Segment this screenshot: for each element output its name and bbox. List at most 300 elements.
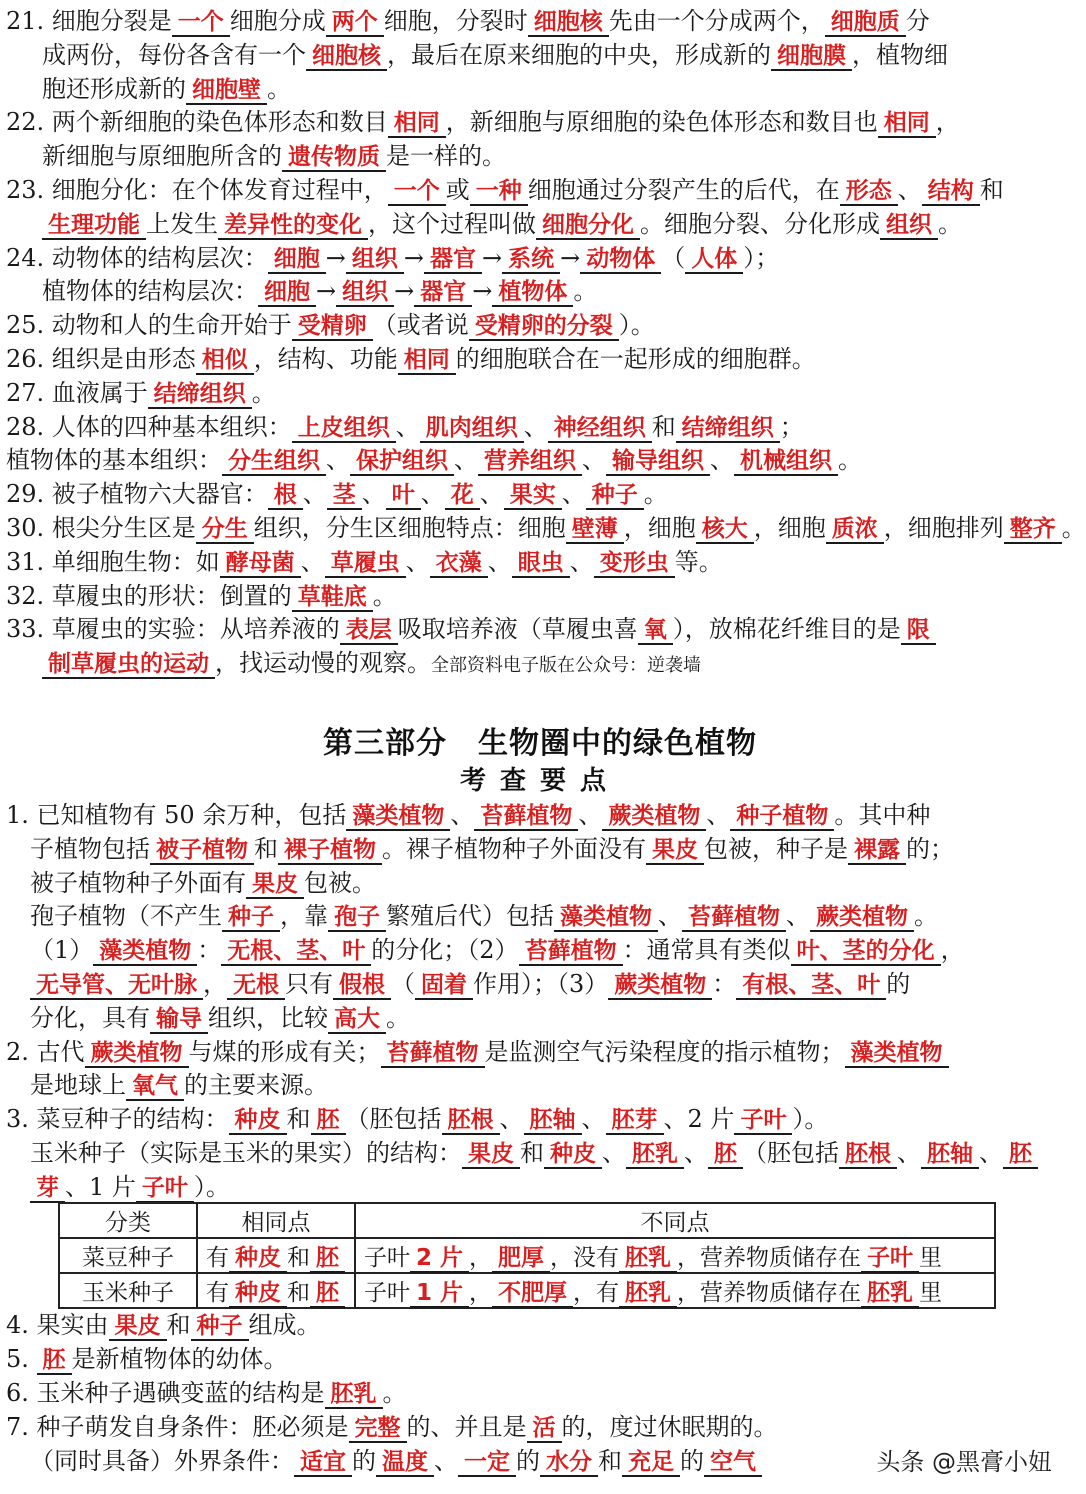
answer-blank: 果皮 — [109, 1313, 167, 1341]
text-line — [6, 1308, 1060, 1343]
answer-blank: 胚 — [708, 1141, 743, 1169]
question-text: 和 — [598, 1447, 622, 1475]
table-cell — [197, 1273, 355, 1308]
question-text: 。 — [1061, 514, 1086, 542]
question-text: 27. 血液属于 — [6, 378, 148, 407]
answer-blank: 胚 — [37, 1347, 72, 1375]
text-line — [30, 1068, 1060, 1103]
question-text: 。 — [643, 480, 668, 509]
question-text: 、 — [487, 547, 512, 576]
answer-blank: 组织 — [346, 246, 404, 274]
answer-blank: 有根、茎、叶 — [736, 972, 886, 1000]
answer-blank: 水分 — [540, 1449, 598, 1477]
section-title: 第三部分 生物圈中的绿色植物 — [323, 726, 757, 761]
answer-blank: 氧 — [638, 617, 673, 645]
question-text: 、 — [454, 446, 478, 475]
text-line — [6, 1102, 1060, 1137]
answer-blank: 细胞壁 — [186, 77, 267, 105]
question-text: 和 — [166, 1311, 191, 1339]
question-text: 包被。 — [304, 868, 376, 897]
answer-blank: 无根 — [227, 972, 285, 1000]
text-line — [6, 798, 1060, 833]
text-line — [42, 139, 1060, 174]
question-text: 包被，种子是 — [704, 834, 848, 863]
text-line — [6, 545, 1060, 580]
answer-blank: 生理功能 — [42, 212, 146, 240]
question-text: 细胞通过分裂产生的后代，在 — [527, 176, 840, 204]
question-text: 和 — [286, 1105, 311, 1134]
table-cell — [355, 1238, 995, 1273]
answer-blank: 子叶 — [734, 1107, 792, 1135]
answer-blank: 温度 — [376, 1449, 434, 1477]
question-text: 、 — [420, 480, 445, 509]
answer-blank: 果皮 — [462, 1141, 520, 1169]
answer-blank: 器官 — [414, 279, 472, 307]
question-text: 。 — [251, 378, 276, 407]
question-text: ，细胞 — [623, 514, 696, 542]
text-line — [42, 207, 1060, 242]
question-text: 的 — [886, 970, 911, 998]
question-text: 胞还形成新的 — [42, 74, 186, 103]
text-line — [30, 967, 1060, 1002]
text-line — [6, 376, 1060, 411]
answer-blank: 子叶 — [136, 1175, 194, 1203]
question-text: 。 — [914, 902, 938, 931]
question-text: （或者说 — [372, 311, 469, 340]
question-text: 23. 细胞分化：在个体发育过程中， — [6, 176, 388, 204]
question-text: 。 — [938, 209, 962, 238]
answer-blank: 种皮 — [229, 1245, 287, 1273]
question-text: ，细胞排列 — [883, 514, 1004, 542]
question-text: 6. 玉米种子遇碘变蓝的结构是 — [6, 1379, 325, 1407]
answer-blank: 胚根 — [839, 1141, 897, 1169]
answer-blank: 一个 — [172, 9, 230, 37]
question-text: 、 — [684, 1139, 708, 1167]
text-line — [30, 1170, 1060, 1205]
question-text: 菜豆种子 — [82, 1245, 174, 1271]
answer-blank: 藻类植物 — [845, 1040, 949, 1068]
answer-blank: 苔藓植物 — [381, 1040, 485, 1068]
text-line — [6, 1035, 1060, 1070]
question-text: 和 — [520, 1139, 544, 1167]
answer-blank: 核大 — [696, 516, 754, 544]
answer-blank: 细胞分化 — [536, 212, 640, 240]
table-header-row — [59, 1203, 995, 1238]
question-text: → — [325, 243, 346, 272]
answer-blank: 胚乳 — [861, 1280, 919, 1308]
question-text: 、 — [569, 547, 594, 576]
question-text: ：通常具有类似 — [622, 936, 791, 965]
section-subtitle: 考查要点 — [459, 766, 620, 796]
answer-blank: 胚乳 — [619, 1280, 677, 1308]
question-text: 的分化；（2） — [371, 936, 519, 965]
answer-blank: 相同 — [398, 347, 456, 375]
question-text: 。 — [838, 446, 862, 475]
text-line — [6, 579, 1060, 614]
question-text: 是监测空气污染程度的指示植物； — [484, 1037, 845, 1066]
question-text: 的 — [352, 1447, 376, 1475]
answer-blank: 肥厚 — [492, 1245, 550, 1273]
answer-blank: 结缔组织 — [676, 415, 780, 443]
answer-blank: 草履虫 — [325, 550, 406, 578]
question-text: ）。 — [193, 1172, 230, 1201]
answer-blank: 细胞 — [268, 246, 326, 274]
question-text: 先由一个分成两个， — [608, 7, 825, 35]
question-text: ， — [469, 1280, 493, 1306]
question-text: 、 — [897, 176, 922, 204]
text-line — [30, 933, 1060, 968]
question-text: 只有 — [285, 970, 333, 998]
answer-blank: 氧气 — [126, 1073, 184, 1101]
text-line — [42, 646, 1060, 683]
question-text: 1. 已知植物有 50 余万种，包括 — [6, 801, 347, 829]
question-text: 、 — [561, 480, 586, 509]
table-cell — [59, 1238, 197, 1273]
text-line — [30, 1001, 1060, 1036]
answer-blank: 变形虫 — [594, 550, 675, 578]
question-text: 。 — [372, 581, 397, 610]
question-text: 上发生 — [146, 209, 218, 238]
text-line — [30, 866, 1060, 901]
answer-blank: 种子植物 — [730, 803, 834, 831]
question-text: ，细胞 — [753, 514, 826, 542]
question-text: 、 — [582, 446, 606, 475]
text-line — [42, 72, 1060, 107]
answer-blank: 胚轴 — [921, 1141, 979, 1169]
answer-blank: 整齐 — [1004, 516, 1062, 544]
answer-blank: 制草履虫的运动 — [42, 651, 215, 679]
question-text: ，找运动慢的观察。 — [215, 649, 431, 678]
question-text: ，结构、功能 — [253, 345, 398, 373]
answer-blank: 花 — [445, 482, 480, 510]
question-text: （ — [391, 970, 415, 998]
answer-blank: 无导管、无叶脉 — [30, 972, 203, 1000]
question-text: ）。 — [792, 1105, 829, 1134]
question-text: 、 — [602, 1139, 626, 1167]
answer-blank: 种皮 — [544, 1141, 602, 1169]
question-text: 7. 种子萌发自身条件：胚必须是 — [6, 1413, 349, 1441]
question-text: ），放棉花纤维目的是 — [672, 615, 901, 644]
question-text: → — [482, 243, 503, 272]
answer-blank: 1 片 — [410, 1280, 469, 1308]
question-text: → — [560, 243, 581, 272]
question-text: （胚包括 — [743, 1139, 839, 1167]
question-text: 、 — [706, 801, 731, 829]
answer-blank: 细胞 — [258, 279, 316, 307]
seed-comparison-table — [58, 1202, 996, 1309]
answer-blank: 差异性的变化 — [218, 212, 368, 240]
answer-blank: 胚根 — [442, 1107, 500, 1135]
question-text: 植物体的基本组织： — [6, 446, 222, 475]
question-text: ，最后在原来细胞的中央，形成新的 — [387, 40, 771, 69]
answer-blank: 一种 — [470, 178, 528, 206]
question-text: 植物体的结构层次： — [42, 277, 258, 306]
question-text: （同时具备）外界条件： — [30, 1447, 294, 1475]
question-text: 有 — [206, 1245, 229, 1271]
answer-blank: 胚乳 — [325, 1381, 383, 1409]
answer-blank: 神经组织 — [548, 415, 652, 443]
answer-blank: 胚 — [310, 1245, 345, 1273]
question-text: ， — [935, 108, 960, 137]
question-text: ，靠 — [280, 902, 328, 931]
answer-blank: 2 片 — [410, 1245, 469, 1273]
answer-blank: 种子 — [191, 1313, 249, 1341]
answer-blank: 分生 — [196, 516, 254, 544]
question-text: 。细胞分裂、分化形成 — [640, 209, 880, 238]
answer-blank: 芽 — [30, 1175, 65, 1203]
question-text: 的； — [906, 834, 954, 863]
question-text: 、 — [300, 547, 325, 576]
answer-blank: 高大 — [328, 1006, 386, 1034]
question-text: 作用）；（3） — [473, 970, 609, 998]
table-row — [59, 1238, 995, 1273]
question-text: 和 — [979, 176, 1004, 204]
answer-blank: 人体 — [685, 246, 743, 274]
answer-blank: 蕨类植物 — [810, 904, 914, 932]
answer-blank: 胚 — [311, 1107, 346, 1135]
question-text: 成两份，每份各含有一个 — [42, 40, 306, 69]
question-text: → — [316, 277, 337, 306]
answer-blank: 蕨类植物 — [608, 972, 712, 1000]
answer-blank: 胚芽 — [606, 1107, 664, 1135]
answer-blank: 种子 — [586, 482, 644, 510]
answer-blank: 苔藓植物 — [682, 904, 786, 932]
answer-blank: 蕨类植物 — [85, 1040, 189, 1068]
table-row — [59, 1273, 995, 1308]
answer-blank: 一个 — [388, 178, 446, 206]
answer-blank: 充足 — [622, 1449, 680, 1477]
answer-blank: 受精卵 — [292, 313, 373, 341]
table-header-cell: 相同点 — [197, 1203, 355, 1238]
question-text: 28. 人体的四种基本组织： — [6, 412, 292, 441]
answer-blank: 根 — [268, 482, 303, 510]
answer-blank: 组织 — [336, 279, 394, 307]
answer-blank: 机械组织 — [734, 448, 838, 476]
question-text: （ — [661, 243, 686, 272]
question-text: 和 — [287, 1245, 310, 1271]
answer-blank: 种子 — [222, 904, 280, 932]
text-line — [6, 105, 1060, 140]
answer-blank: 果皮 — [246, 871, 304, 899]
answer-blank: 系统 — [502, 246, 560, 274]
question-text: 、 — [434, 1447, 458, 1475]
answer-blank: 酵母菌 — [220, 550, 301, 578]
question-text: 和 — [254, 834, 278, 863]
question-text: 子叶 — [364, 1245, 410, 1271]
text-line — [6, 173, 1060, 208]
answer-blank: 形态 — [840, 178, 898, 206]
question-text: → — [472, 277, 493, 306]
question-text: ， — [203, 970, 227, 998]
table-cell — [355, 1273, 995, 1308]
answer-blank: 眼虫 — [512, 550, 570, 578]
question-text: 、 — [786, 902, 810, 931]
question-text: 25. 动物和人的生命开始于 — [6, 311, 292, 340]
question-text: 等。 — [674, 547, 723, 576]
question-text: 。其中种 — [834, 801, 931, 829]
answer-blank: 空气 — [704, 1449, 762, 1477]
question-text: 32. 草履虫的形状：倒置的 — [6, 581, 292, 610]
answer-blank: 被子植物 — [150, 837, 254, 865]
answer-blank: 叶、茎的分化 — [791, 938, 941, 966]
answer-blank: 分生组织 — [222, 448, 326, 476]
question-text: 子植物包括 — [30, 834, 150, 863]
question-text: 、 — [361, 480, 386, 509]
answer-blank: 裸子植物 — [278, 837, 382, 865]
question-text: （1） — [30, 936, 94, 965]
question-text: ： — [197, 936, 222, 965]
question-text: ，没有 — [550, 1245, 620, 1271]
watermark: 头条 @黑膏小妞 — [870, 1440, 1058, 1479]
question-text: 。 — [386, 1003, 410, 1032]
answer-blank: 动物体 — [580, 246, 661, 274]
question-text: 21. 细胞分裂是 — [6, 7, 172, 35]
text-line — [30, 1136, 1060, 1171]
question-text: 5. — [6, 1345, 37, 1373]
answer-blank: 活 — [527, 1415, 562, 1443]
text-line — [6, 241, 1060, 276]
answer-blank: 藻类植物 — [346, 803, 450, 831]
question-text: 。裸子植物种子外面没有 — [382, 834, 646, 863]
question-text: ，营养物质储存在 — [677, 1280, 862, 1306]
text-line — [6, 443, 1060, 478]
question-text: 4. 果实由 — [6, 1311, 109, 1339]
answer-blank: 受精卵的分裂 — [469, 313, 619, 341]
answer-blank: 子叶 — [861, 1245, 919, 1273]
question-text: 、 — [578, 801, 603, 829]
answer-blank: 细胞核 — [528, 9, 609, 37]
question-text: ）； — [743, 243, 780, 272]
question-text: 细胞分成 — [229, 7, 326, 35]
answer-blank: 组织 — [880, 212, 938, 240]
answer-blank: 固着 — [415, 972, 473, 1000]
answer-blank: 相似 — [196, 347, 254, 375]
source-note: 全部资料电子版在公众号：逆袭墙 — [431, 655, 701, 677]
question-text: 里 — [919, 1245, 943, 1271]
answer-blank: 无根、茎、叶 — [221, 938, 371, 966]
answer-blank: 衣藻 — [430, 550, 488, 578]
answer-blank: 保护组织 — [350, 448, 454, 476]
question-text: 、 — [658, 902, 682, 931]
answer-blank: 壁薄 — [566, 516, 624, 544]
answer-blank: 细胞核 — [306, 43, 387, 71]
question-text: 、1 片 — [65, 1172, 136, 1201]
answer-blank: 苔藓植物 — [519, 938, 623, 966]
answer-blank: 细胞质 — [825, 9, 906, 37]
answer-blank: 肌肉组织 — [420, 415, 524, 443]
question-text: 组织，分生区细胞特点：细胞 — [253, 514, 566, 542]
question-text: 或 — [445, 176, 470, 204]
question-text: 组成。 — [248, 1311, 321, 1339]
question-text: 、 — [581, 1105, 606, 1134]
question-text: 、2 片 — [663, 1105, 735, 1134]
answer-blank: 胚乳 — [626, 1141, 684, 1169]
answer-blank: 不肥厚 — [492, 1280, 573, 1308]
question-text: 新细胞与原细胞所含的 — [42, 142, 282, 171]
question-text: ，有 — [573, 1280, 620, 1306]
question-text: 33. 草履虫的实验：从培养液的 — [6, 615, 340, 644]
question-text: 的 — [516, 1447, 540, 1475]
table-cell — [197, 1238, 355, 1273]
question-text: 是地球上 — [30, 1071, 126, 1100]
answer-blank: 孢子 — [328, 904, 386, 932]
text-line — [30, 832, 1060, 867]
answer-blank: 藻类植物 — [93, 938, 197, 966]
answer-blank: 相同 — [878, 110, 936, 138]
answer-blank: 胚乳 — [619, 1245, 677, 1273]
question-text: 的主要来源。 — [184, 1071, 328, 1100]
answer-blank: 胚轴 — [524, 1107, 582, 1135]
answer-blank: 胚 — [310, 1280, 345, 1308]
question-text: 22. 两个新细胞的染色体形态和数目 — [6, 108, 388, 137]
question-text: 子叶 — [364, 1280, 410, 1306]
question-text: 和 — [651, 412, 676, 441]
answer-blank: 假根 — [333, 972, 391, 1000]
text-line — [6, 308, 1060, 343]
answer-blank: 果皮 — [646, 837, 704, 865]
question-text: （胚包括 — [345, 1105, 442, 1134]
question-text: ）。 — [618, 311, 655, 340]
question-text: 孢子植物（不产生 — [30, 902, 222, 931]
question-text: → — [394, 277, 415, 306]
question-text: 的 — [680, 1447, 704, 1475]
question-text: ， — [940, 936, 965, 965]
question-text: 30. 根尖分生区是 — [6, 514, 196, 542]
answer-blank: 一定 — [458, 1449, 516, 1477]
question-text: 和 — [287, 1280, 310, 1306]
question-text: → — [403, 243, 425, 272]
question-text: 、 — [710, 446, 734, 475]
question-text: 的，度过休眠期的。 — [561, 1413, 778, 1441]
text-line — [42, 274, 1060, 309]
answer-blank: 细胞膜 — [771, 43, 852, 71]
question-text: 24. 动物体的结构层次： — [6, 243, 268, 272]
question-text: 玉米种子（实际是玉米的果实）的结构： — [30, 1139, 462, 1167]
table-header-cell: 分类 — [59, 1203, 197, 1238]
question-text: 、 — [395, 412, 420, 441]
question-text: 、 — [523, 412, 548, 441]
answer-blank: 种皮 — [229, 1107, 287, 1135]
text-line — [30, 899, 1060, 934]
question-text: 、 — [499, 1105, 524, 1134]
answer-blank: 适宜 — [294, 1449, 352, 1477]
table-cell — [59, 1273, 197, 1308]
question-text: 有 — [206, 1280, 229, 1306]
answer-blank: 草鞋底 — [292, 584, 373, 612]
question-text: ， — [469, 1245, 493, 1271]
answer-blank: 叶 — [386, 482, 421, 510]
table-header-cell: 不同点 — [355, 1203, 995, 1238]
question-text: 、 — [979, 1139, 1003, 1167]
answer-blank: 裸露 — [848, 837, 906, 865]
question-text: ，这个过程叫做 — [368, 209, 536, 238]
answer-blank: 果实 — [504, 482, 562, 510]
question-text: 2. 古代 — [6, 1037, 85, 1066]
answer-blank: 结缔组织 — [148, 381, 252, 409]
question-text: ，植物细 — [852, 40, 948, 69]
answer-blank: 上皮组织 — [292, 415, 396, 443]
text-line — [6, 477, 1060, 512]
answer-blank: 种皮 — [229, 1280, 287, 1308]
question-text: 与煤的形成有关； — [188, 1037, 381, 1066]
answer-blank: 质浓 — [826, 516, 884, 544]
answer-blank: 营养组织 — [478, 448, 582, 476]
question-text: 细胞，分裂时 — [383, 7, 528, 35]
text-line — [6, 4, 1060, 39]
question-text: 29. 被子植物六大器官： — [6, 480, 268, 509]
answer-blank: 蕨类植物 — [602, 803, 706, 831]
question-text: 组织，比较 — [208, 1003, 328, 1032]
